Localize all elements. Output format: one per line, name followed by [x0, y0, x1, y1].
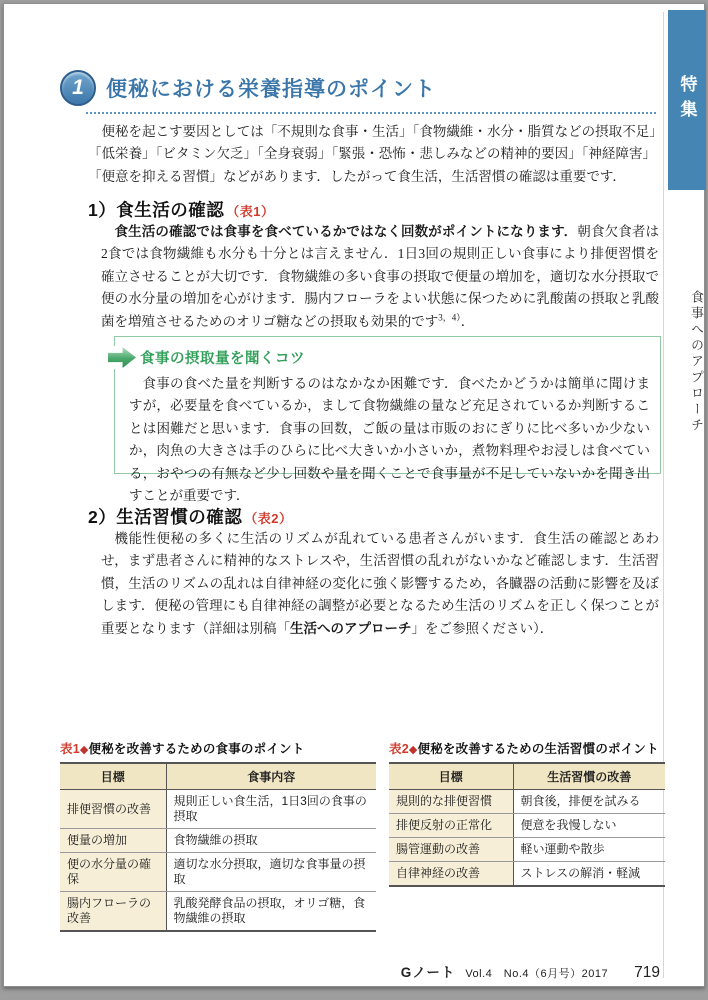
page-footer — [304, 961, 660, 982]
section2-bold-reference: 生活へのアプローチ — [290, 620, 412, 636]
table2-header-content: 生活習慣の改善 — [513, 763, 665, 790]
reference-superscript: 3，4） — [438, 312, 461, 323]
section1-body-text: 朝食欠食者は2食では食物繊維も水分も十分とは言えません．1日3回の規則正しい食事により排便習慣を確立させることが大切です．食物繊維の多い食事の摂取で便量の増加を，適切な水分摂取で便の水分量の増加を心がけます．腸内フローラをよい状態に保つために乳酸菌の摂取と乳酸菌を増殖させるためのオリゴ糖などの摂取も効果的です — [101, 224, 660, 329]
table2-caption — [389, 739, 665, 757]
table-row — [60, 790, 376, 829]
content-cell: 朝食後，排便を試みる — [513, 790, 665, 814]
goal-cell: 排便習慣の改善 — [60, 790, 166, 829]
table1-caption-text: 便秘を改善するための食事のポイント — [88, 742, 305, 756]
arrow-icon-wrap — [106, 346, 138, 369]
section2-body-end: 」をご参照ください）． — [411, 620, 554, 636]
table-row — [389, 790, 665, 814]
table1-caption — [60, 739, 376, 757]
title-underline-dots — [86, 110, 656, 114]
table1-header-goal: 目標 — [60, 763, 166, 790]
green-arrow-icon — [108, 347, 136, 368]
table2-caption-text: 便秘を改善するための生活習慣のポイント — [417, 742, 659, 756]
table-row — [60, 853, 376, 892]
journal-name: Gノート — [400, 965, 456, 980]
content-cell: 適切な水分摂取，適切な食事量の摂取 — [166, 853, 376, 892]
goal-cell: 排便反射の正常化 — [389, 814, 513, 838]
section2-table-ref: （表2） — [244, 511, 293, 526]
table1-block — [60, 739, 376, 932]
table2-label: 表2 — [389, 742, 409, 756]
margin-subtitle — [668, 202, 706, 522]
section1-paragraph — [101, 221, 659, 333]
content-cell: ストレスの解消・軽減 — [513, 862, 665, 887]
section1-heading-text: 1）食生活の確認 — [88, 200, 225, 220]
goal-cell: 腸内フローラの改善 — [60, 892, 166, 932]
table1-header-content: 食事内容 — [166, 763, 376, 790]
goal-cell: 便量の増加 — [60, 829, 166, 853]
content-cell: 便意を我慢しない — [513, 814, 665, 838]
table2-block — [389, 739, 665, 887]
goal-cell: 腸管運動の改善 — [389, 838, 513, 862]
section2-paragraph — [101, 528, 659, 640]
table-header-row — [389, 763, 665, 790]
section1-table-ref: （表1） — [226, 204, 275, 219]
section2-body-text: 機能性便秘の多くに生活のリズムが乱れている患者さんがいます．食生活の確認とあわせ，まず患者さんに精神的なストレスや，生活習慣の乱れがないかなど確認します．生活習慣，生活のリズムの乱れは自律神経の変化に強く影響するため，各臓器の活動に影響を及ぼします．便秘の管理にも自律神経の調整が必要となるため生活のリズムを正しく保つことが重要となります（詳細は別稿「 — [101, 531, 659, 636]
diamond-icon: ◆ — [408, 744, 418, 756]
table2-header-goal: 目標 — [389, 763, 513, 790]
section2-heading-text: 2）生活習慣の確認 — [88, 507, 243, 527]
margin-subtitle-text: 食事へのアプローチ — [689, 290, 704, 434]
table-header-row — [60, 763, 376, 790]
feature-tab-label: 特集 — [677, 75, 697, 125]
table-row — [389, 814, 665, 838]
section1-lead-sentence: 食生活の確認では食事を食べているかではなく回数がポイントになります． — [114, 224, 578, 239]
content-cell: 規則正しい食生活，1日3回の食事の摂取 — [166, 790, 376, 829]
tip-box-body: 食事の食べた量を判断するのはなかなか困難です．食べたかどうかは簡単に聞けますが，必要量を食べているか，まして食物繊維の量など充足されているか判断することは困難だと思います．食事の回数，ご飯の量は市販のおにぎりに比べ多いか少ないか，肉魚の大きさは手のひらに比べ大きいか小さいか，煮物料理やお浸しは食べている，おやつの有無など少し回数や量を聞くことで食事量が不足していないかを聞き出すことが重要です． — [129, 376, 650, 504]
table-row — [60, 829, 376, 853]
diamond-icon: ◆ — [79, 744, 89, 756]
section1-body-period: ． — [460, 313, 475, 329]
table1-label: 表1 — [60, 742, 80, 756]
intro-paragraph: 便秘を起こす要因としては「不規則な食事・生活」「食物繊維・水分・脂質などの摂取不足」「低栄養」「ビタミン欠乏」「全身衰弱」「緊張・恐怖・悲しみなどの精神的要因」「神経障害」「便意を抑える習慣」などがあります．したがって食生活，生活習慣の確認は重要です． — [88, 124, 656, 184]
table-row — [389, 862, 665, 887]
page-number: 719 — [634, 964, 660, 981]
section1-heading — [88, 197, 274, 222]
content-cell: 軽い運動や散歩 — [513, 838, 665, 862]
content-cell: 食物繊維の摂取 — [166, 829, 376, 853]
page-title: 便秘における栄養指導のポイント — [106, 78, 436, 101]
feature-tab — [668, 10, 706, 190]
section-number-badge — [60, 70, 96, 106]
journal-issue: Vol.4 No.4（6月号）2017 — [465, 968, 609, 980]
goal-cell: 規則的な排便習慣 — [389, 790, 513, 814]
tip-box-header — [106, 346, 305, 369]
diet-points-table — [60, 762, 376, 932]
lifestyle-points-table — [389, 762, 665, 887]
goal-cell: 便の水分量の確保 — [60, 853, 166, 892]
tip-box — [114, 336, 661, 504]
table-row — [60, 892, 376, 932]
journal-page — [3, 3, 705, 987]
content-cell: 乳酸発酵食品の摂取，オリゴ糖，食物繊維の摂取 — [166, 892, 376, 932]
section-number: 1 — [72, 76, 84, 99]
table-row — [389, 838, 665, 862]
goal-cell: 自律神経の改善 — [389, 862, 513, 887]
tip-box-title: 食事の摂取量を聞くコツ — [140, 351, 305, 367]
section2-heading — [88, 504, 292, 529]
article-title-row — [60, 70, 436, 106]
